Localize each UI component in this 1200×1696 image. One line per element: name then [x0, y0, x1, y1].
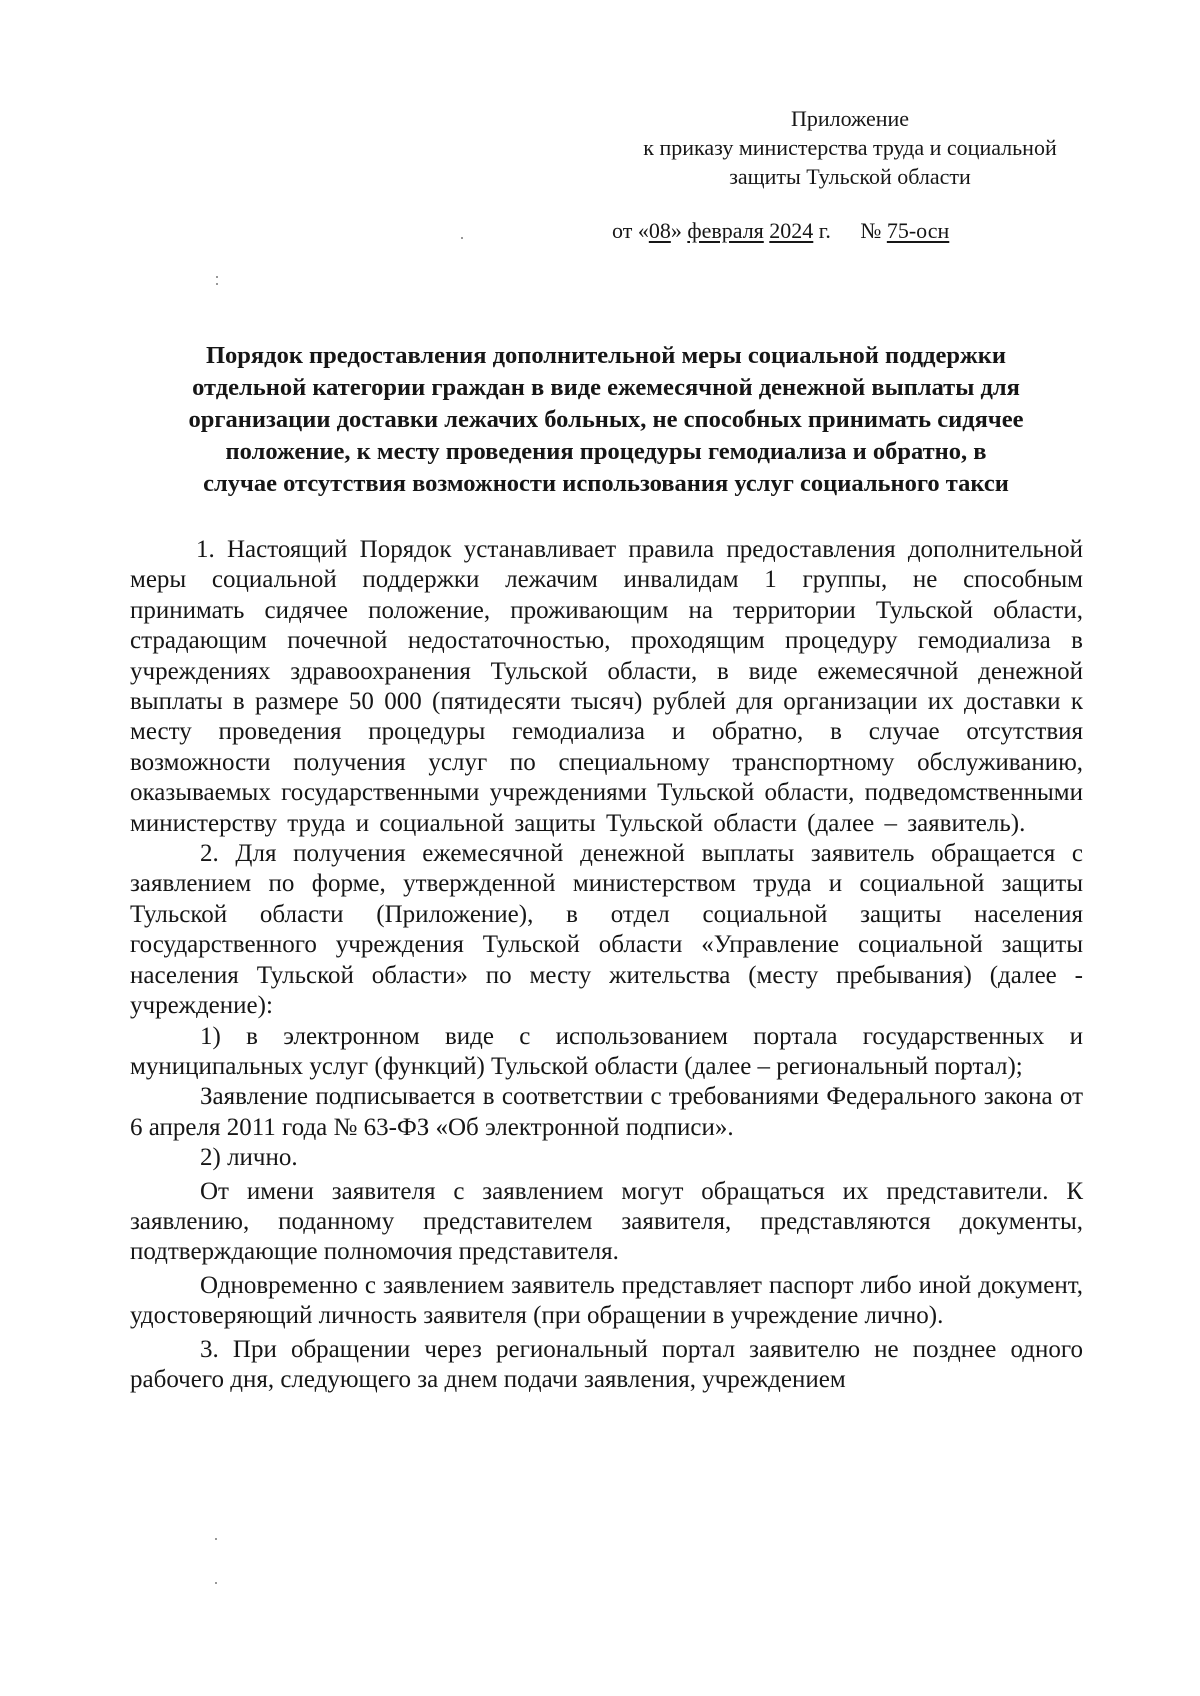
paragraph-1: 1. Настоящий Порядок устанавливает правила предоставления дополнительной меры социальной поддержки лежачим инвалидам 1 группы, не способным принимать сидячее положение, проживающим на территории Тульской области, страдающим почечной недостаточностью, проходящим процедуру гемодиализа в учреждениях здравоохранения Тульской области, в виде ежемесячной денежной выплаты в размере 50 000 (пятидесяти тысяч) рублей для организации их доставки к месту проведения процедуры гемодиализа и обратно, в случае отсутствия возможности получения услуг по специальному транспортному обслуживанию, оказываемых государственными учреждениями Тульской области, подведомственными министерству труда и социальной защиты Тульской области (далее – заявитель). [130, 536, 1083, 837]
order-day: 08 [648, 218, 671, 243]
scan-speck [216, 283, 218, 285]
title-line: Порядок предоставления дополнительной меры социальной поддержки [205, 342, 1006, 369]
paragraph-representatives: От имени заявителя с заявлением могут обращаться их представители. К заявлению, поданному представителем заявителя, представляются документы, подтверждающие полномочия представителя. [130, 1177, 1083, 1266]
paragraph-2-item-2: 2) лично. [200, 1144, 298, 1172]
order-year: 2024 [769, 218, 814, 243]
paragraph-2: 2. Для получения ежемесячной денежной выплаты заявитель обращается с заявлением по форме, утвержденной министерством труда и социальной защиты Тульской области (Приложение), в отдел социальной защиты населения государственного учреждения Тульской области «Управление социальной защиты населения Тульской области» по месту жительства (месту пребывания) (далее - учреждение): [130, 840, 1083, 1020]
order-month: февраля [687, 218, 764, 243]
appendix-label: Приложение [790, 106, 910, 131]
paragraph-signature-note: Заявление подписывается в соответствии с требованиями Федерального закона от 6 апреля 2011 года № 63-ФЗ «Об электронной подписи». [130, 1083, 1083, 1141]
title-line: положение, к месту проведения процедуры гемодиализа и обратно, в [225, 438, 987, 465]
scan-speck [461, 237, 463, 239]
paragraph-3: 3. При обращении через региональный портал заявителю не позднее одного рабочего дня, следующего за днем подачи заявления, учреждением [130, 1335, 1083, 1393]
order-number-sign: № [860, 218, 882, 243]
appendix-header [600, 104, 1100, 191]
appendix-order-reference: к приказу министерства труда и социальной [643, 135, 1057, 160]
appendix-ministry-name: защиты Тульской области [729, 164, 971, 189]
document-body [130, 535, 1083, 1395]
order-number: 75-осн [886, 218, 950, 243]
scan-speck [215, 1582, 217, 1584]
paragraph-passport: Одновременно с заявлением заявитель представляет паспорт либо иной документ, удостоверяющий личность заявителя (при обращении в учреждение лично). [130, 1271, 1083, 1330]
paragraph-2-item-1: 1) в электронном виде с использованием портала государственных и муниципальных услуг (функций) Тульской области (далее – региональный портал); [130, 1022, 1083, 1080]
scan-speck [216, 276, 218, 278]
title-line: случае отсутствия возможности использования услуг социального такси [203, 470, 1009, 497]
document-title [130, 340, 1082, 500]
title-line: отдельной категории граждан в виде ежемесячной денежной выплаты для [192, 374, 1020, 401]
order-date-prefix: от « [612, 218, 649, 243]
order-date-number [612, 216, 1132, 245]
scan-speck [215, 1538, 217, 1540]
order-day-suffix: » [670, 218, 682, 243]
title-line: организации доставки лежачих больных, не способных принимать сидячее [188, 406, 1024, 433]
order-year-suffix: г. [818, 218, 831, 243]
